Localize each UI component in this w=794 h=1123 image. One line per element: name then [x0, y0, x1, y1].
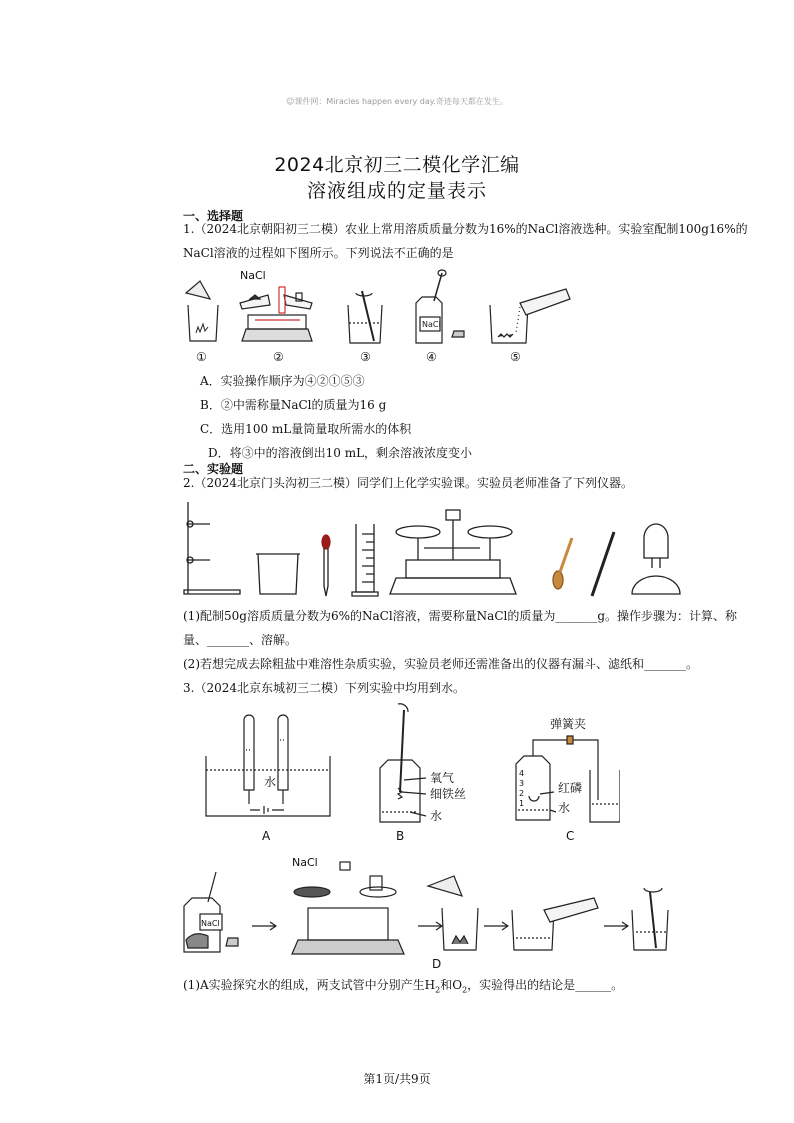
q3-part1: (1)A实验探究水的组成，两支试管中分别产生$H_2$和$O_2$，实验得出的结论是______。	[183, 978, 624, 995]
figC-label: C	[566, 829, 575, 843]
q1-option-d: D．将③中的溶液倒出10 mL，剩余溶液浓度变小	[208, 446, 473, 460]
figA-water-label: 水	[264, 775, 277, 789]
figC-mark-3: 3	[519, 779, 525, 788]
q1-option-b: B．②中需称量NaCl的质量为16 g	[200, 398, 387, 412]
section-heading-experiment: 二、实验题	[183, 462, 244, 476]
spoon-icon	[553, 538, 572, 589]
iron-stand-icon	[184, 502, 240, 594]
q3-figures-abc	[200, 700, 620, 848]
figD-label: D	[432, 957, 442, 971]
pour-water-icon	[512, 898, 598, 950]
watermark: ☺课件网：Miracles happen every day.奇迹每天都在发生。	[286, 97, 508, 106]
document-title: 2024北京初三二模化学汇编	[274, 154, 520, 176]
beaker-stirring-icon	[348, 291, 382, 343]
beaker-icon	[256, 554, 300, 594]
q2-part2: (2)若想完成去除粗盐中难溶性杂质实验，实验员老师还需准备出的仪器有漏斗、滤纸和_______。	[183, 657, 699, 671]
figC-water-label: 水	[558, 801, 571, 815]
figB-label: B	[396, 829, 405, 843]
q1-fig-label-3: ③	[360, 350, 371, 364]
dropper-icon	[322, 535, 330, 596]
beaker-with-solid-icon	[428, 876, 478, 950]
figC-mark-4: 4	[519, 769, 525, 778]
page-footer: 第1页/共9页	[363, 1072, 431, 1086]
q1-stem-line1: 1.（2024北京朝阳初三二模）农业上常用溶质质量分数为16%的NaCl溶液选种。实验室配制100g16%的	[183, 222, 748, 236]
document-subtitle: 溶液组成的定量表示	[306, 180, 487, 202]
q3-figure-d	[180, 852, 680, 972]
arrow-icon	[604, 922, 628, 930]
q2-part1-line1: (1)配制50g溶质质量分数为6%的NaCl溶液，需要称量NaCl的质量为_______g。操作步骤为：计算、称	[183, 609, 738, 623]
figC-clamp-label: 弹簧夹	[550, 717, 587, 731]
figC-phosphorus-label: 红磷	[558, 781, 583, 795]
balance-weighing-icon	[292, 862, 404, 954]
arrow-icon	[252, 922, 276, 930]
q3-stem: 3.（2024北京东城初三二模）下列实验中均用到水。	[183, 681, 465, 695]
q1-figure	[180, 263, 580, 368]
balance-icon	[390, 510, 516, 594]
nacl-bottle-icon	[416, 270, 464, 343]
figC-mark-1: 1	[519, 799, 525, 808]
balance-weighing-icon	[240, 287, 312, 341]
q1-fig-label-5: ⑤	[510, 350, 521, 364]
q2-stem: 2.（2024北京门头沟初三二模）同学们上化学实验课。实验员老师准备了下列仪器。	[183, 476, 633, 490]
glass-rod-icon	[592, 532, 614, 596]
q2-instruments-figure	[180, 498, 690, 602]
figB-wire-label: 细铁丝	[430, 787, 467, 801]
q1-fig-nacl-label: NaCl	[240, 269, 266, 282]
q2-part1-line2: 量、_______、溶解。	[183, 633, 298, 647]
svg-text:NaCl: NaCl	[422, 320, 441, 329]
electrolysis-apparatus-icon	[206, 715, 330, 816]
q1-option-a: A．实验操作顺序为④②①⑤③	[200, 374, 365, 388]
q1-fig-label-1: ①	[196, 350, 207, 364]
beaker-with-solid-icon	[186, 281, 218, 341]
figB-water-label: 水	[430, 809, 443, 823]
arrow-icon	[418, 922, 442, 930]
q1-stem-line2: NaCl溶液的过程如下图所示。下列说法不正确的是	[183, 246, 454, 260]
figA-label: A	[262, 829, 271, 843]
graduated-cylinder-icon	[352, 524, 378, 596]
nacl-bottle-icon	[184, 872, 238, 952]
figD-nacl-label: NaCl	[292, 856, 318, 869]
section-heading-choice: 一、选择题	[183, 209, 244, 223]
beaker-stirring-icon	[632, 888, 668, 950]
q1-option-c: C．选用100 mL量筒量取所需水的体积	[200, 422, 412, 436]
iron-burning-apparatus-icon	[380, 704, 426, 822]
pour-water-icon	[490, 289, 570, 343]
figB-oxygen-label: 氧气	[430, 771, 455, 785]
q1-fig-label-2: ②	[273, 350, 284, 364]
figD-bottle-label: NaCl	[201, 919, 220, 928]
q1-fig-label-4: ④	[426, 350, 437, 364]
arrow-icon	[484, 922, 508, 930]
figC-mark-2: 2	[519, 789, 525, 798]
alcohol-lamp-icon	[632, 524, 680, 594]
